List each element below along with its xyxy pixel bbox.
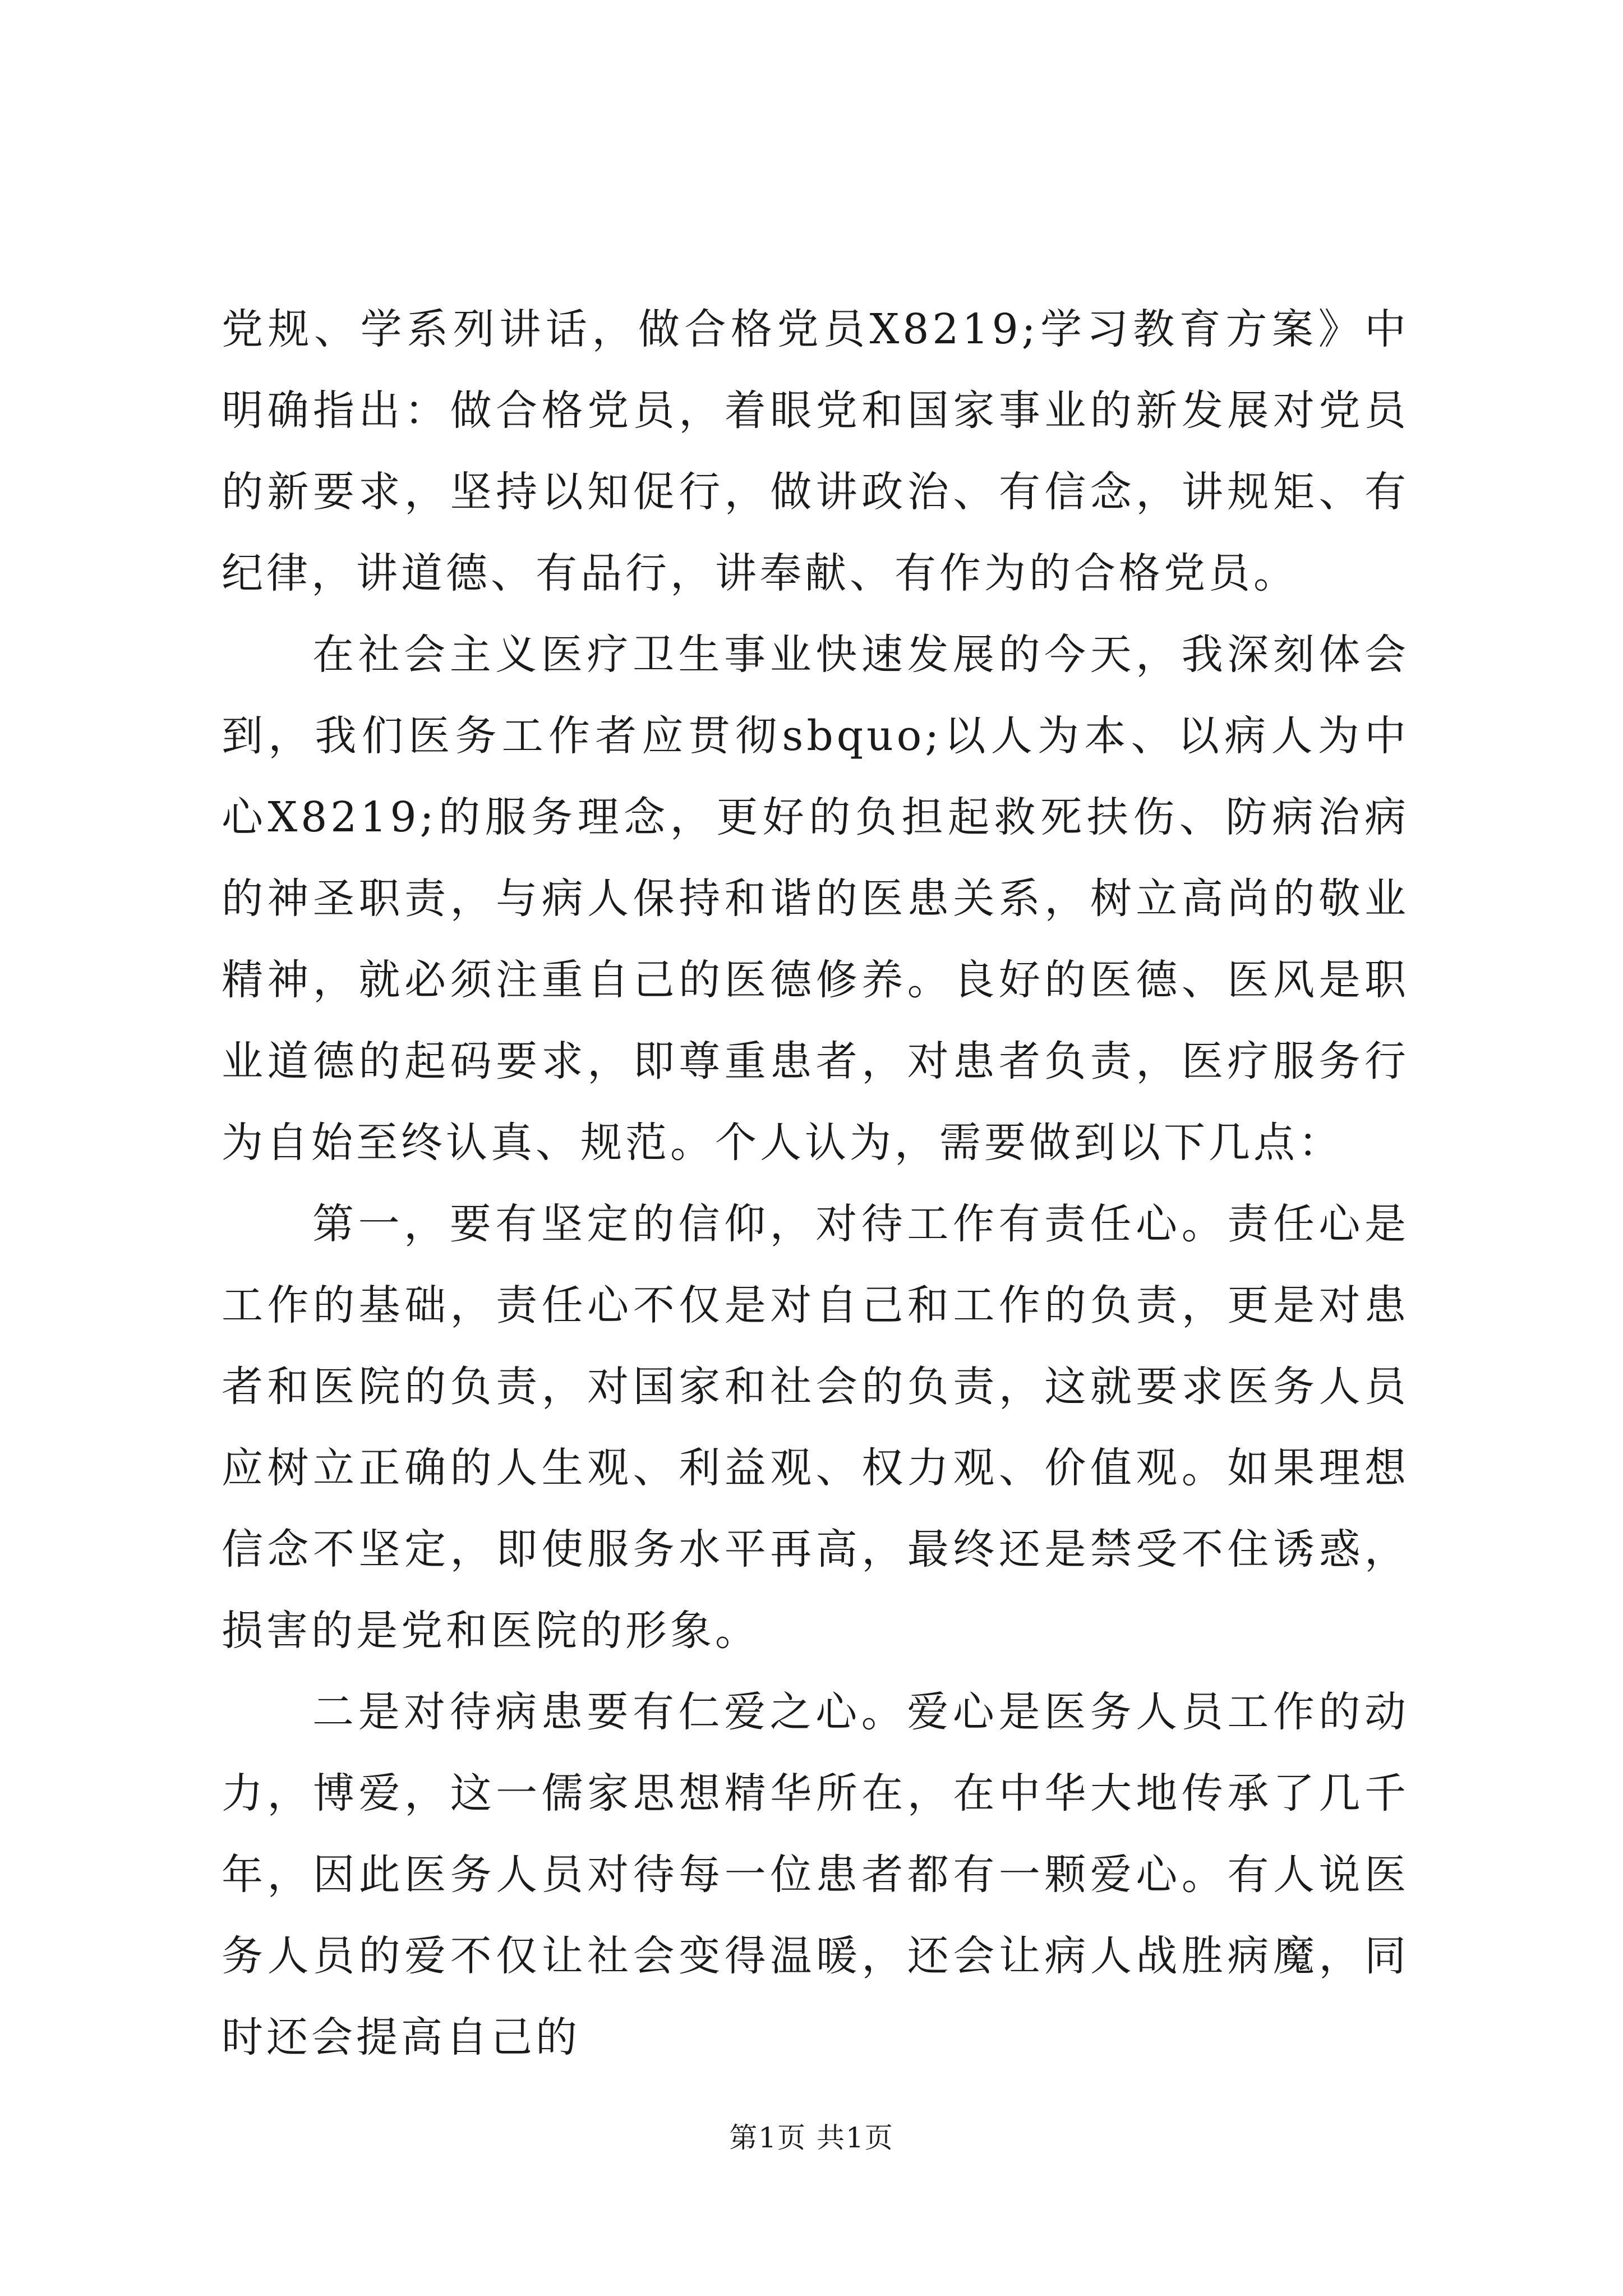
page-footer: 第1页 共1页	[729, 2122, 894, 2154]
paragraph-4: 二是对待病患要有仁爱之心。爱心是医务人员工作的动力，博爱，这一儒家思想精华所在，在中华大地传承了几千年，因此医务人员对待每一位患者都有一颗爱心。有人说医务人员的爱不仅让社会变得温暖，还会让病人战胜病魔，同时还会提高自己的	[222, 1688, 1409, 2062]
paragraph-3: 第一，要有坚定的信仰，对待工作有责任心。责任心是工作的基础，责任心不仅是对自己和工作的负责，更是对患者和医院的负责，对国家和社会的负责，这就要求医务人员应树立正确的人生观、利益观、权力观、价值观。如果理想信念不坚定，即使服务水平再高，最终还是禁受不住诱惑，损害的是党和医院的形象。	[222, 1200, 1409, 1655]
paragraph-2: 在社会主义医疗卫生事业快速发展的今天，我深刻体会到，我们医务工作者应贯彻sbquo;以人为本、以病人为中心X8219;的服务理念，更好的负担起救死扶伤、防病治病的神圣职责，与病人保持和谐的医患关系，树立高尚的敬业精神，就必须注重自己的医德修养。良好的医德、医风是职业道德的起码要求，即尊重患者，对患者负责，医疗服务行为自始至终认真、规范。个人认为，需要做到以下几点：	[222, 631, 1409, 1167]
document-body	[222, 289, 1409, 2078]
paragraph-1: 党规、学系列讲话，做合格党员X8219;学习教育方案》中明确指出：做合格党员，着眼党和国家事业的新发展对党员的新要求，坚持以知促行，做讲政治、有信念，讲规矩、有纪律，讲道德、有品行，讲奉献、有作为的合格党员。	[222, 305, 1409, 597]
